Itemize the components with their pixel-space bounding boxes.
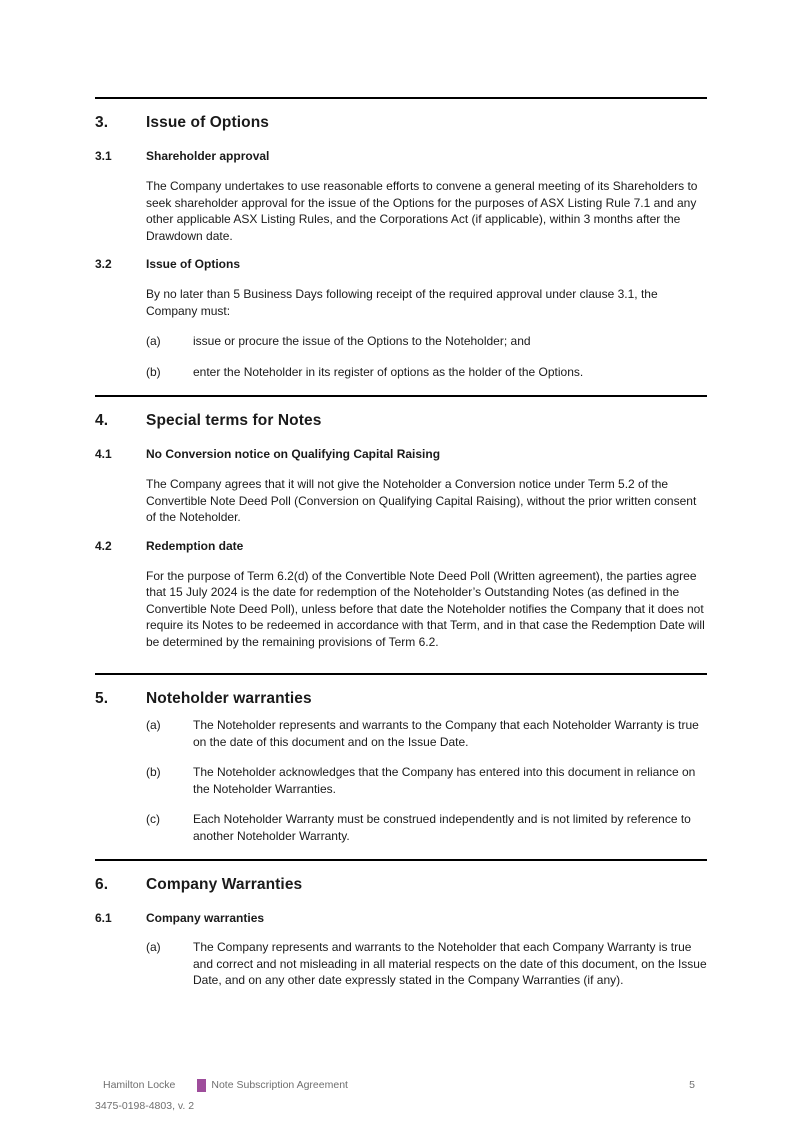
footer-firm-name: Hamilton Locke: [103, 1079, 176, 1091]
clause-number: 4.1: [95, 447, 112, 461]
section-company-warranties: [95, 859, 707, 989]
section-number: 4.: [95, 412, 109, 429]
clause-paragraph: The Company agrees that it will not give the Noteholder a Conversion notice under Term 5.2 of the Convertible Note Deed Poll (Conversion on Qualifying Capital Raising), without the prior written consent of the Noteholder.: [146, 477, 697, 524]
list-item-text: Each Noteholder Warranty must be construed independently and is not limited by reference to another Noteholder Warranty.: [193, 812, 691, 843]
section-title: Noteholder warranties: [146, 690, 312, 707]
clause-number: 6.1: [95, 911, 112, 925]
clause-heading: [95, 539, 707, 553]
clause-title: Shareholder approval: [146, 149, 270, 163]
section-issue-of-options: [95, 97, 707, 380]
list-item: [146, 333, 707, 350]
section-heading: [95, 875, 707, 894]
section-divider: [95, 97, 707, 99]
list-item-text: The Noteholder represents and warrants to the Company that each Noteholder Warranty is true on the date of this document and on the Issue Date.: [193, 718, 699, 749]
list-item-marker: (b): [146, 765, 161, 779]
clause-heading: [95, 911, 707, 925]
page-footer: [95, 1078, 707, 1092]
clause-paragraph: For the purpose of Term 6.2(d) of the Convertible Note Deed Poll (Written agreement), the parties agree that 15 July 2024 is the date for redemption of the Noteholder’s Outstanding Notes (as defined in the Convertible Note Deed Poll), unless before that date the Noteholder notifies the Company that it does not require its Notes to be redeemed in accordance with that Term, and in that case the Redemption Date will be determined by the remaining provisions of Term 6.2.: [146, 568, 705, 649]
clause-title: No Conversion notice on Qualifying Capital Raising: [146, 447, 441, 461]
section-number: 3.: [95, 114, 109, 131]
list-item-text: The Noteholder acknowledges that the Company has entered into this document in reliance on the Noteholder Warranties.: [193, 765, 696, 796]
clause-number: 3.1: [95, 149, 112, 163]
list-item-marker: (a): [146, 334, 161, 348]
section-heading: [95, 113, 707, 132]
list-item-marker: (c): [146, 812, 160, 826]
footer-document-title: Note Subscription Agreement: [211, 1079, 348, 1091]
list-item: [146, 717, 707, 750]
section-number: 6.: [95, 876, 109, 893]
clause-heading: [95, 257, 707, 271]
section-divider: [95, 859, 707, 861]
list-item-marker: (a): [146, 940, 161, 954]
section-title: Special terms for Notes: [146, 412, 322, 429]
list-item-text: enter the Noteholder in its register of options as the holder of the Options.: [193, 364, 584, 379]
clause-title: Issue of Options: [146, 257, 241, 271]
section-heading: [95, 411, 707, 430]
document-page-content: [95, 97, 707, 989]
section-divider: [95, 395, 707, 397]
section-number: 5.: [95, 690, 109, 707]
list-item: [146, 939, 707, 989]
clause-paragraph: The Company undertakes to use reasonable efforts to convene a general meeting of its Shareholders to seek shareholder approval for the issue of the Options for the purposes of ASX Listing Rule 7.1 and any other applicable ASX Listing Rules, and the Corporations Act (if applicable), within 3 months after the Drawdown date.: [146, 179, 698, 243]
list-item-marker: (a): [146, 718, 161, 732]
brand-square-icon: [197, 1079, 206, 1092]
list-item: [146, 364, 707, 381]
list-item-text: issue or procure the issue of the Options to the Noteholder; and: [193, 334, 531, 348]
section-title: Company Warranties: [146, 876, 303, 893]
clause-number: 4.2: [95, 538, 112, 553]
section-heading: [95, 689, 707, 708]
list-item-marker: (b): [146, 364, 161, 379]
list-item: [146, 764, 707, 797]
clause-heading: [95, 447, 707, 461]
clause-title: Company warranties: [146, 911, 265, 925]
section-special-terms-for-notes: [95, 395, 707, 650]
clause-heading: [95, 149, 707, 163]
page-number: 5: [689, 1079, 695, 1091]
section-title: Issue of Options: [146, 114, 270, 131]
clause-paragraph: By no later than 5 Business Days following receipt of the required approval under clause 3.1, the Company must:: [146, 287, 658, 318]
list-item-text: The Company represents and warrants to the Noteholder that each Company Warranty is true and correct and not misleading in all material respects on the date of this document, on the Issue Date, and on any other date expressly stated in the Company Warranties (if any).: [193, 940, 707, 987]
clause-number: 3.2: [95, 257, 112, 271]
clause-title: Redemption date: [146, 538, 244, 553]
list-item: [146, 811, 707, 844]
section-noteholder-warranties: [95, 673, 707, 844]
section-divider: [95, 673, 707, 675]
document-id: 3475-0198-4803, v. 2: [95, 1100, 195, 1112]
